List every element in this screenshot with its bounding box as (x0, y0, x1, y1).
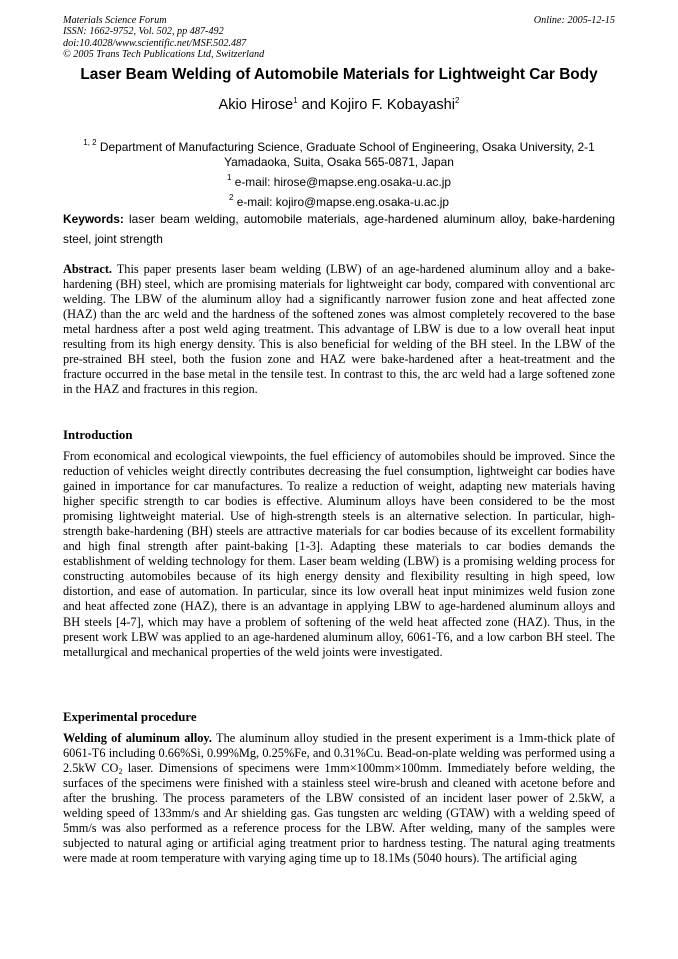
subscript: 2 (118, 767, 123, 777)
affiliation-line (60, 135, 618, 155)
experimental-text: The aluminum alloy studied in the present experiment is a 1mm-thick plate of 6061-T6 including 0.66%Si, 0.99%Mg, 0.25%Fe, and 0.31%Cu. Bead-on-plate welding was performed using a 2.5kW CO (63, 731, 615, 776)
keywords-text: laser beam welding, automobile materials, age-hardened aluminum alloy, bake-hardening steel, joint strength (63, 212, 615, 246)
affiliation-mark: 1 (293, 96, 298, 105)
author-conjunction: and (297, 97, 331, 113)
experimental-paragraph (63, 731, 615, 866)
email-line (60, 170, 618, 190)
abstract-text: This paper presents laser beam welding (LBW) of an age-hardened aluminum alloy and a bake-hardening (BH) steel, which are promising materials for lightweight car body, compared with conventional arc welding. The LBW of the aluminum alloy had a significantly narrower fusion zone and heat affected zone (HAZ) than the arc weld and the hardness of the softened zones was almost completely recovered to the base metal hardness after a post weld aging treatment. This advantage of LBW is due to a low overall heat input resulting from its high energy density. This is also beneficial for welding of the BH steel. In the LBW of the pre-strained BH steel, both the fusion zone and HAZ were bake-hardened after a heat-treatment and the fracture occurred in the base metal in the tensile test. In contrast to this, the arc weld had a large softened zone in the HAZ and fractures in this region. (63, 262, 615, 397)
keywords-paragraph (63, 209, 615, 249)
copyright-line: © 2005 Trans Tech Publications Ltd, Switzerland (63, 49, 265, 61)
online-date: Online: 2005-12-15 (533, 15, 615, 26)
abstract-paragraph (63, 262, 615, 397)
author-line (0, 96, 678, 113)
journal-name: Materials Science Forum (63, 15, 167, 26)
email-line (60, 190, 618, 210)
experimental-text: laser. Dimensions of specimens were 1mm×100mm×100mm. Immediately before welding, the surfaces of the specimens were finished with a stainless steel wire-brush and cleaned with acetone before and after the brushing. The process parameters of the LBW consisted of an incident laser power of 2.5kW, a welding speed of 133mm/s and Ar shielding gas. Gas tungsten arc welding (GTAW) with a welding speed of 5mm/s was also performed as a reference process for the LBW. After welding, many of the samples were subjected to natural aging or artificial aging treatment prior to hardness testing. The natural aging treatments were made at room temperature with varying aging time up to 18.1Ms (5040 hours). The artificial aging (63, 761, 615, 866)
keywords-label: Keywords: (63, 212, 124, 226)
affiliation-text: Department of Manufacturing Science, Graduate School of Engineering, Osaka University, 2-1 (96, 140, 595, 154)
publication-header (63, 15, 615, 61)
affiliation-address: Yamadaoka, Suita, Osaka 565-0871, Japan (224, 155, 454, 169)
affiliation-mark: 1 (226, 173, 232, 182)
email-text: e-mail: hirose@mapse.eng.osaka-u.ac.jp (231, 175, 452, 189)
doi-line: doi:10.4028/www.scientific.net/MSF.502.487 (63, 37, 247, 49)
author-name: Kojiro F. Kobayashi (330, 97, 456, 113)
affiliation-mark: 2 (455, 96, 460, 105)
section-heading: Experimental procedure (63, 710, 197, 724)
email-text: e-mail: kojiro@mapse.eng.osaka-u.ac.jp (233, 195, 450, 209)
paper-title: Laser Beam Welding of Automobile Materials for Lightweight Car Body (80, 66, 598, 83)
abstract-label: Abstract. (63, 262, 113, 276)
issn-line: ISSN: 1662-9752, Vol. 502, pp 487-492 (63, 26, 224, 38)
section-heading: Introduction (63, 428, 133, 442)
affiliation-block (60, 135, 618, 210)
introduction-paragraph: From economical and ecological viewpoints, the fuel efficiency of automobiles should be improved. Since the reduction of vehicles weight directly contributes decreasing the fuel consumption, lightweight car bodies have gained in importance for car manufactures. To realize a reduction of weight, adapting new materials having higher specific strength to car bodies is effective. Aluminum alloys have been considered to be the most promising lightweight material. Use of high-strength steels is an alternative selection. In particular, high-strength bake-hardening (BH) steels are attractive materials for car bodies because of its excellent formability and high final strength after paint-baking [1-3]. Adapting these materials to car bodies demands the establishment of welding technology for them. Laser beam welding (LBW) is a promising welding process for constructing automobiles because of its high energy density and flexibility resulting in high speed, low distortion, and ease of automation. In particular, since its low overall heat input minimizes weld fusion zone and heat affected zone (HAZ), there is an advantage in applying LBW to age-hardened aluminum alloys and BH steels [4-7], which may have a problem of softening of the weld heat affected zone (HAZ). Thus, in the present work LBW was applied to an age-hardened aluminum alloy, 6061-T6, and a low carbon BH steel. The metallurgical and mechanical properties of the weld joints were investigated. (63, 449, 615, 659)
affiliation-mark: 2 (228, 193, 234, 202)
author-name: Akio Hirose (218, 97, 294, 113)
affiliation-mark: 1, 2 (83, 138, 97, 147)
subsection-lead: Welding of aluminum alloy. (63, 731, 212, 745)
